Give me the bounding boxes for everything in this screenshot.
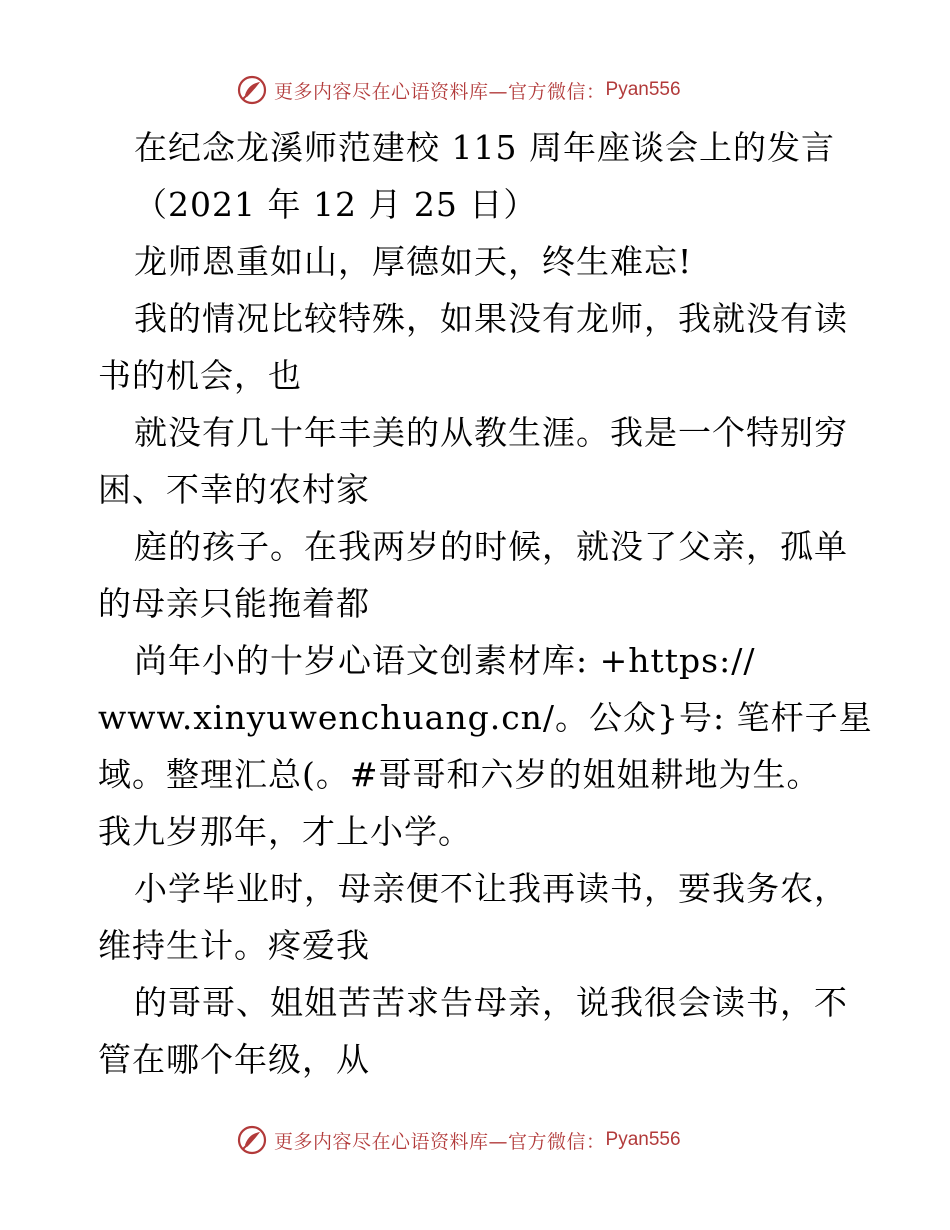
paragraph-line: 龙师恩重如山，厚德如天，终生难忘! (134, 242, 693, 281)
document-title: 在纪念龙溪师范建校 115 周年座谈会上的发言 (134, 128, 835, 167)
paragraph-line: 管在哪个年级，从 (98, 1040, 370, 1079)
paragraph-line: 我的情况比较特殊，如果没有龙师，我就没有读 (134, 299, 848, 338)
paragraph-line: 我九岁那年，才上小学。 (98, 812, 472, 851)
watermark-wechat-id: Pyan556 (605, 79, 681, 100)
document-date: （2021 年 12 月 25 日） (134, 185, 538, 224)
paragraph-line: 域。整理汇总(。#哥哥和六岁的姐姐耕地为生。 (98, 755, 821, 794)
paragraph-line: 维持生计。疼爱我 (98, 926, 370, 965)
paragraph-line: 庭的孩子。在我两岁的时候，就没了父亲，孤单 (134, 527, 848, 566)
paragraph-line: 困、不幸的农村家 (98, 470, 370, 509)
paragraph-line: 尚年小的十岁心语文创素材库: +https:// (134, 641, 756, 680)
watermark-text: 更多内容尽在心语资料库—官方微信： (274, 1130, 606, 1153)
paragraph-line: 就没有几十年丰美的从教生涯。我是一个特别穷 (134, 413, 848, 452)
watermark-text: 更多内容尽在心语资料库—官方微信： (274, 80, 606, 103)
watermark-wechat-id: Pyan556 (605, 1129, 681, 1150)
brand-logo-icon (236, 1124, 268, 1156)
paragraph-line: 书的机会，也 (98, 356, 302, 395)
paragraph-line: 小学毕业时，母亲便不让我再读书，要我务农， (134, 869, 848, 908)
watermark-footer (236, 1122, 681, 1158)
paragraph-line: 的母亲只能拖着都 (98, 584, 370, 623)
paragraph-line: www.xinyuwenchuang.cn/。公众}号: 笔杆子星 (98, 698, 873, 737)
paragraph-line: 的哥哥、姐姐苦苦求告母亲，说我很会读书，不 (134, 983, 848, 1022)
